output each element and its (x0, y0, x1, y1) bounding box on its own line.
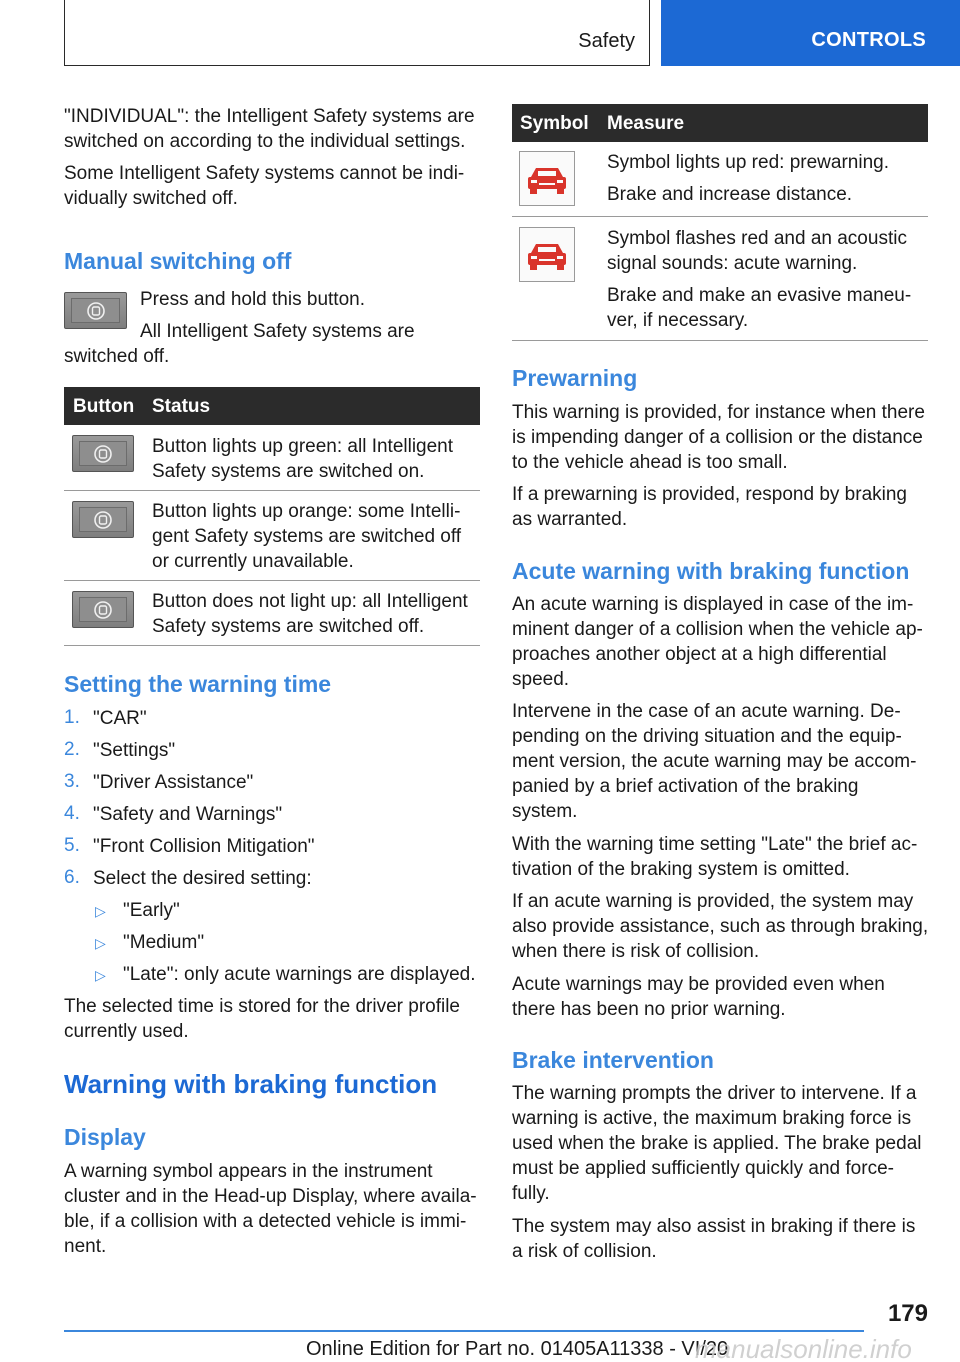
intro-line: switched on according to the individual settings. (64, 131, 466, 152)
intro-line: "INDIVIDUAL": the Intelligent Safety systems are (64, 106, 475, 127)
manual-text: switched off. (64, 346, 170, 367)
acute-text: proaches another object at a high differential (512, 644, 887, 665)
brake-text: must be applied sufficiently quickly and force- (512, 1158, 894, 1179)
table-divider (512, 340, 928, 341)
measure-text: Symbol flashes red and an acoustic (607, 228, 907, 249)
option-text: "Early" (123, 900, 180, 921)
car-warning-image (519, 151, 575, 206)
status-text: Button lights up green: all Intelligent (152, 436, 454, 457)
step-number: 5. (64, 835, 80, 856)
header-chapter-box (661, 0, 960, 66)
col-symbol: Symbol (520, 113, 589, 134)
car-warning-icon (525, 239, 569, 271)
status-text: Safety systems are switched on. (152, 461, 425, 482)
measure-text: Brake and make an evasive maneu- (607, 285, 912, 306)
stored-text: currently used. (64, 1021, 189, 1042)
prewarning-text: If a prewarning is provided, respond by braking (512, 484, 908, 505)
acute-text: speed. (512, 669, 570, 690)
header-section-box (64, 0, 650, 66)
prewarning-text: to the vehicle ahead is too small. (512, 452, 788, 473)
safety-button-icon (86, 301, 106, 321)
step-number: 4. (64, 803, 80, 824)
status-text: Button does not light up: all Intelligent (152, 591, 468, 612)
step-text: Select the desired setting: (93, 868, 312, 889)
status-text: Safety systems are switched off. (152, 616, 425, 637)
option-text: "Medium" (123, 932, 205, 953)
safety-button-icon (93, 600, 113, 620)
measure-text: Symbol lights up red: prewarning. (607, 152, 889, 173)
safety-button-image (64, 292, 127, 329)
display-text: ble, if a collision with a detected vehicle is immi- (64, 1211, 467, 1232)
acute-text: Acute warnings may be provided even when (512, 974, 885, 995)
brake-text: a risk of collision. (512, 1241, 657, 1262)
intro-line: vidually switched off. (64, 188, 238, 209)
display-heading: Display (64, 1124, 146, 1150)
acute-text: panied by a brief activation of the braking (512, 776, 859, 797)
col-status: Status (152, 396, 211, 417)
acute-text: tivation of the braking system is omitted. (512, 859, 850, 880)
brake-intervention-heading: Brake intervention (512, 1047, 714, 1073)
step-number: 6. (64, 867, 80, 888)
safety-button-icon (93, 444, 113, 464)
step-number: 2. (64, 739, 80, 760)
step-text: "CAR" (93, 708, 147, 729)
button-off-image (72, 591, 134, 628)
table-divider (512, 216, 928, 217)
stored-text: The selected time is stored for the driver profile (64, 996, 461, 1017)
acute-text: Intervene in the case of an acute warning. De- (512, 701, 901, 722)
footer-divider (64, 1330, 864, 1332)
acute-text: minent danger of a collision when the vehicle ap- (512, 619, 923, 640)
col-button: Button (73, 396, 135, 417)
step-text: "Front Collision Mitigation" (93, 836, 315, 857)
step-number: 3. (64, 771, 80, 792)
display-text: cluster and in the Head-up Display, where availa- (64, 1186, 477, 1207)
acute-text: With the warning time setting "Late" the brief ac- (512, 834, 918, 855)
step-text: "Driver Assistance" (93, 772, 254, 793)
braking-function-heading: Warning with braking function (64, 1069, 438, 1099)
prewarning-text: This warning is provided, for instance when there (512, 402, 925, 423)
measure-text: Brake and increase distance. (607, 184, 853, 205)
brake-text: used when the brake is applied. The brake pedal (512, 1133, 922, 1154)
table-divider (64, 645, 480, 646)
option-text: "Late": only acute warnings are displayed. (123, 964, 476, 985)
brake-text: The system may also assist in braking if there is (512, 1216, 916, 1237)
button-orange-image (72, 501, 134, 538)
intro-line: Some Intelligent Safety systems cannot be indi- (64, 163, 465, 184)
manual-text: Press and hold this button. (140, 289, 365, 310)
acute-warning-heading: Acute warning with braking function (512, 558, 910, 584)
watermark: manualsonline.info (695, 1334, 912, 1362)
acute-text: If an acute warning is provided, the system may (512, 891, 914, 912)
warning-time-heading: Setting the warning time (64, 671, 332, 697)
page-number: 179 (887, 1300, 928, 1327)
table-divider (64, 490, 480, 491)
symbol-table-header (512, 104, 928, 142)
col-measure: Measure (607, 113, 685, 134)
header-chapter: CONTROLS (811, 29, 926, 51)
brake-text: warning is active, the maximum braking force is (512, 1108, 912, 1129)
prewarning-text: as warranted. (512, 509, 628, 530)
manual-text: All Intelligent Safety systems are (140, 321, 415, 342)
acute-text: pending on the driving situation and the equip- (512, 726, 902, 747)
car-warning-icon (525, 163, 569, 195)
status-text: Button lights up orange: some Intelli- (152, 501, 461, 522)
brake-text: fully. (512, 1183, 550, 1204)
step-text: "Safety and Warnings" (93, 804, 283, 825)
safety-button-icon (93, 510, 113, 530)
acute-text: also provide assistance, such as through braking, (512, 916, 929, 937)
acute-text: An acute warning is displayed in case of the im- (512, 594, 914, 615)
car-warning-image (519, 227, 575, 282)
measure-text: signal sounds: acute warning. (607, 253, 858, 274)
edition-text: Online Edition for Part no. 01405A11338 - VI/20 (306, 1338, 729, 1360)
status-text: gent Safety systems are switched off (152, 526, 462, 547)
prewarning-text: is impending danger of a collision or the distance (512, 427, 923, 448)
table-divider (64, 580, 480, 581)
triangle-bullet-icon: ▷ (95, 967, 106, 983)
status-text: or currently unavailable. (152, 551, 354, 572)
triangle-bullet-icon: ▷ (95, 935, 106, 951)
button-table-header (64, 387, 480, 425)
manual-switching-heading: Manual switching off (64, 248, 292, 274)
step-number: 1. (64, 707, 80, 728)
acute-text: system. (512, 801, 578, 822)
acute-text: there has been no prior warning. (512, 999, 786, 1020)
measure-text: ver, if necessary. (607, 310, 749, 331)
step-text: "Settings" (93, 740, 176, 761)
header-section: Safety (578, 30, 635, 52)
display-text: A warning symbol appears in the instrument (64, 1161, 433, 1182)
prewarning-heading: Prewarning (512, 365, 638, 391)
acute-text: ment version, the acute warning may be accom- (512, 751, 917, 772)
display-text: nent. (64, 1236, 107, 1257)
button-green-image (72, 435, 134, 472)
brake-text: The warning prompts the driver to intervene. If a (512, 1083, 917, 1104)
triangle-bullet-icon: ▷ (95, 903, 106, 919)
acute-text: when there is risk of collision. (512, 941, 760, 962)
